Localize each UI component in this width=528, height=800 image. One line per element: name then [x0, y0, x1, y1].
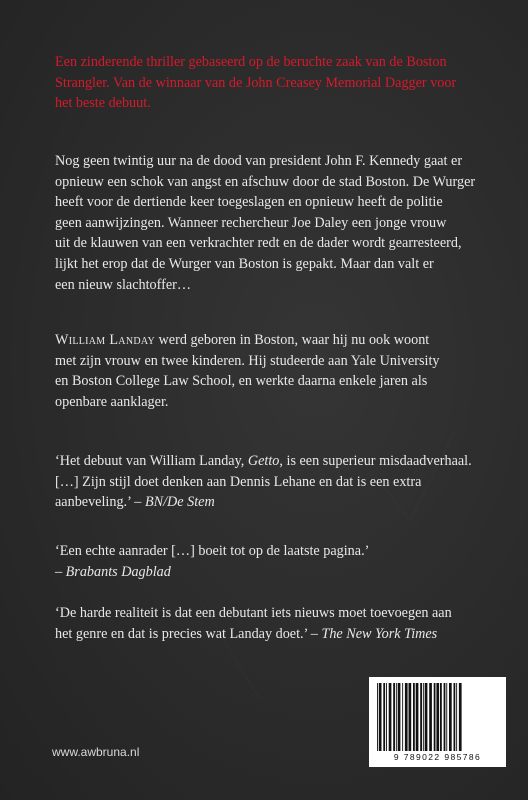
bio-line: [55, 330, 495, 351]
synopsis-line: opnieuw een schok van angst en afschuw door de stad Boston. De Wurger: [55, 173, 476, 190]
barcode-bar: [386, 683, 387, 751]
synopsis-line: geen aanwijzingen. Wanneer rechercheur Joe Daley een jonge vrouw: [55, 214, 447, 231]
barcode-bar: [383, 683, 385, 751]
barcode-bar: [425, 683, 428, 751]
barcode-bar: [379, 683, 382, 751]
review-quote-3: [55, 603, 495, 644]
barcode-bar: [436, 683, 439, 751]
barcode-bar: [434, 683, 436, 751]
quote-line: [55, 624, 495, 645]
barcode-bar: [416, 683, 419, 751]
bio-line: en Boston College Law School, en werkte daarna enkele jaren als: [55, 373, 428, 390]
synopsis-line: heeft voor de dertiende keer toegeslagen en opnieuw heeft de politie: [55, 194, 443, 211]
tagline-line: Een zinderende thriller gebaseerd op de beruchte zaak van de Boston: [55, 54, 447, 70]
review-quote-2: [55, 541, 495, 582]
quote-line: [55, 451, 495, 472]
synopsis-line: een nieuw slachtoffer…: [55, 276, 192, 293]
barcode-bar: [413, 683, 415, 751]
publisher-url: www.awbruna.nl: [52, 745, 140, 759]
barcode-bar: [402, 683, 403, 751]
barcode-bar: [429, 683, 432, 751]
quote-text: ‘Het debuut van William Landay,: [55, 453, 248, 469]
tagline-line: het beste debuut.: [55, 95, 151, 112]
barcode-bar: [456, 683, 457, 751]
review-quote-1: [55, 451, 495, 513]
author-bio: [55, 330, 495, 412]
tagline-line: Strangler. Van de winnaar van de John Creasey Memorial Dagger voor: [55, 74, 457, 91]
barcode-bar: [420, 683, 422, 751]
barcode-bar: [454, 683, 456, 751]
quote-line: […] Zijn stijl doet denken aan Dennis Lehane en dat is een extra: [55, 473, 422, 490]
quote-text: , is een superieur misdaadverhaal.: [279, 453, 472, 469]
bio-text: werd geboren in Boston, waar hij nu ook woont: [155, 332, 430, 348]
barcode-bar: [440, 683, 442, 751]
barcode-bar: [377, 683, 378, 751]
quote-source: – Brabants Dagblad: [55, 563, 171, 580]
quote-text: het genre en dat is precies wat Landay doet.’ –: [55, 625, 322, 642]
barcode-bar: [389, 683, 392, 751]
quote-line: ‘Een echte aanrader […] boeit tot op de laatste pagina.’: [55, 543, 370, 559]
barcode-bar: [459, 683, 462, 751]
isbn-barcode: [369, 677, 506, 767]
barcode-bar: [409, 683, 412, 751]
synopsis-line: uit de klauwen van een verkrachter redt en de dader wordt gearresteerd,: [55, 235, 462, 252]
barcode-bar: [393, 683, 395, 751]
barcode-bars: [375, 683, 500, 751]
barcode-bar: [405, 683, 408, 751]
book-title: Getto: [247, 453, 280, 469]
barcode-bar: [446, 683, 447, 751]
quote-text: aanbeveling.’ –: [55, 494, 145, 511]
quote-source: BN/De Stem: [144, 494, 215, 511]
author-name: William Landay: [55, 332, 155, 348]
barcode-bar: [423, 683, 424, 751]
quote-line: ‘De harde realiteit is dat een debutant iets nieuws moet toevoegen aan: [55, 605, 452, 621]
tagline: [55, 52, 495, 114]
barcode-bar: [396, 683, 397, 751]
bio-line: met zijn vrouw en twee kinderen. Hij studeerde aan Yale University: [55, 352, 440, 369]
synopsis-line: Nog geen twintig uur na de dood van president John F. Kennedy gaat er: [55, 153, 463, 169]
barcode-bar: [398, 683, 401, 751]
synopsis-line: lijkt het erop dat de Wurger van Boston is gepakt. Maar dan valt er: [55, 255, 434, 272]
barcode-bar: [444, 683, 446, 751]
synopsis: [55, 151, 495, 295]
quote-line: [55, 492, 495, 513]
bio-line: openbare aanklager.: [55, 393, 169, 410]
barcode-number: 9 789022 985786: [393, 752, 482, 762]
barcode-bar: [449, 683, 452, 751]
quote-source: The New York Times: [321, 625, 438, 642]
